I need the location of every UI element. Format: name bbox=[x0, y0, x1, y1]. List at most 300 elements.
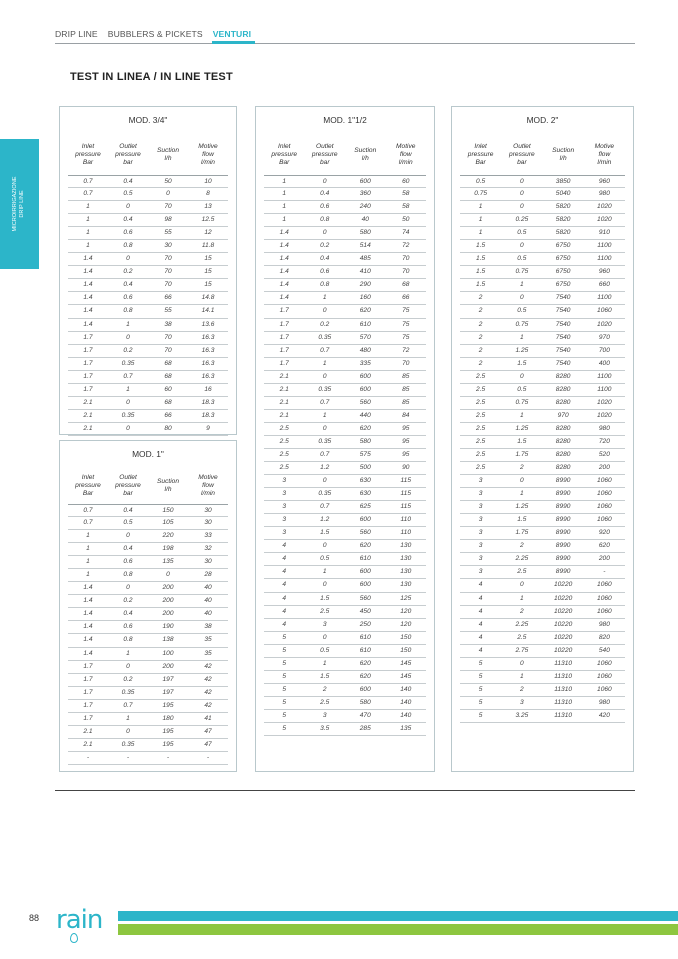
table-row bbox=[460, 266, 625, 279]
table-header bbox=[460, 140, 625, 170]
table-cell: 42 bbox=[204, 688, 212, 696]
table-cell: 910 bbox=[598, 229, 610, 237]
table-cell: 0 bbox=[166, 190, 170, 198]
table-cell: 0 bbox=[126, 255, 130, 263]
table-row bbox=[460, 697, 625, 710]
table-row bbox=[68, 517, 228, 530]
table-cell: 1100 bbox=[597, 294, 612, 302]
table-cell: 1.5 bbox=[517, 516, 527, 524]
table-cell: 0 bbox=[322, 372, 327, 380]
table-cell: 0 bbox=[126, 424, 130, 432]
table-cell: 1 bbox=[322, 359, 327, 367]
table-cell: 0.6 bbox=[123, 229, 133, 237]
table-cell: 610 bbox=[359, 646, 371, 654]
table-cell: 12 bbox=[204, 229, 212, 237]
table-cell: 1.4 bbox=[279, 281, 289, 289]
table-cell: 1.7 bbox=[83, 662, 93, 670]
table-cell: 1 bbox=[520, 281, 524, 289]
table-cell: 3 bbox=[478, 555, 483, 563]
table-title: MOD. 1"1/2 bbox=[323, 115, 367, 125]
table-cell: 135 bbox=[162, 558, 174, 566]
table-cell: 600 bbox=[359, 581, 371, 589]
table-cell: 2.5 bbox=[517, 568, 527, 576]
table-row bbox=[264, 436, 426, 449]
table-cell: 115 bbox=[400, 503, 411, 511]
table-cell: 1.7 bbox=[83, 701, 93, 709]
table-row bbox=[264, 606, 426, 619]
table-cell: 2.5 bbox=[279, 464, 289, 472]
table-body bbox=[68, 175, 228, 436]
side-tab-line2: DRIP LINE bbox=[19, 190, 25, 218]
table-cell: 2.5 bbox=[279, 450, 289, 458]
table-cell: 5820 bbox=[555, 203, 571, 211]
table-cell: 7540 bbox=[555, 307, 571, 315]
table-cell: 970 bbox=[598, 333, 610, 341]
table-cell: 1.7 bbox=[279, 359, 289, 367]
table-cell: 0 bbox=[322, 229, 327, 237]
table-cell: 66 bbox=[164, 411, 172, 419]
column-header: Outlet pressure bar bbox=[115, 142, 141, 167]
table-cell: 0.6 bbox=[320, 203, 330, 211]
table-cell: 1020 bbox=[597, 216, 612, 224]
table-cell: 7540 bbox=[555, 320, 571, 328]
table-cell: 2.5 bbox=[476, 437, 486, 445]
table-cell: 2 bbox=[322, 685, 327, 693]
table-row bbox=[264, 201, 426, 214]
table-cell: 80 bbox=[164, 424, 172, 432]
table-cell: 11310 bbox=[554, 672, 573, 680]
table-row bbox=[68, 345, 228, 358]
table-cell: 7540 bbox=[555, 294, 571, 302]
table-cell: 1.5 bbox=[517, 437, 527, 445]
table-cell: 970 bbox=[557, 411, 569, 419]
table-cell: 1.4 bbox=[83, 623, 93, 631]
table-cell: 450 bbox=[359, 607, 371, 615]
table-cell: 1060 bbox=[597, 503, 612, 511]
table-cell: 30 bbox=[204, 507, 212, 514]
table-cell: 5 bbox=[478, 672, 483, 680]
table-cell: 1.4 bbox=[279, 229, 289, 237]
table-cell: 32 bbox=[204, 545, 212, 553]
table-cell: 120 bbox=[400, 620, 412, 628]
table-row bbox=[68, 661, 228, 674]
table-cell: 85 bbox=[402, 372, 410, 380]
table-cell: 575 bbox=[359, 450, 371, 458]
table-cell: 4 bbox=[478, 594, 483, 602]
table-cell: 1100 bbox=[597, 372, 612, 380]
table-cell: 0.8 bbox=[123, 571, 133, 579]
table-cell: 198 bbox=[162, 545, 174, 553]
table-cell: 95 bbox=[402, 424, 410, 432]
table-cell: 8280 bbox=[555, 450, 571, 458]
table-cell: 11.8 bbox=[201, 242, 215, 250]
table-cell: 1 bbox=[322, 294, 327, 302]
table-cell: 3.25 bbox=[515, 711, 529, 719]
table-cell: 16 bbox=[204, 385, 212, 393]
table-cell: 95 bbox=[402, 450, 410, 458]
table-cell: 620 bbox=[598, 542, 610, 550]
table-row bbox=[460, 645, 625, 658]
table-row bbox=[460, 488, 625, 501]
column-header: Inlet pressure Bar bbox=[75, 473, 101, 498]
table-cell: 3 bbox=[478, 542, 483, 550]
table-row bbox=[264, 501, 426, 514]
table-cell: 0.4 bbox=[320, 255, 330, 263]
table-mod-3-4 bbox=[59, 106, 237, 435]
table-cell: 4 bbox=[478, 581, 483, 589]
table-cell: 0 bbox=[126, 584, 130, 592]
table-row bbox=[68, 332, 228, 345]
table-cell: 195 bbox=[162, 727, 174, 735]
table-row bbox=[264, 253, 426, 266]
table-cell: 1.5 bbox=[320, 672, 330, 680]
table-cell: 600 bbox=[359, 568, 371, 576]
table-cell: 250 bbox=[359, 620, 371, 628]
nav-item-bubblers-pickets[interactable]: BUBBLERS & PICKETS bbox=[107, 29, 203, 39]
table-cell: 2.1 bbox=[83, 411, 93, 419]
table-row bbox=[264, 266, 426, 279]
table-cell: 70 bbox=[402, 359, 410, 367]
table-cell: 0.7 bbox=[320, 450, 330, 458]
table-cell: 0 bbox=[520, 203, 524, 211]
table-cell: 47 bbox=[204, 727, 212, 735]
table-cell: 4 bbox=[282, 607, 287, 615]
table-row bbox=[460, 593, 625, 606]
table-cell: 620 bbox=[359, 672, 371, 680]
table-title: MOD. 3/4" bbox=[128, 115, 168, 125]
table-row bbox=[460, 305, 625, 318]
table-cell: 1 bbox=[282, 178, 287, 185]
table-cell: 100 bbox=[162, 649, 174, 657]
table-cell: 5040 bbox=[555, 190, 571, 198]
table-cell: 7540 bbox=[555, 359, 571, 367]
table-cell: 70 bbox=[164, 203, 172, 211]
column-header: Outlet pressure bar bbox=[509, 142, 535, 167]
column-header: Inlet pressure Bar bbox=[467, 142, 494, 167]
table-row bbox=[264, 462, 426, 475]
table-cell: 0.35 bbox=[318, 333, 332, 341]
table-cell: 1020 bbox=[597, 398, 612, 406]
table-cell: 5 bbox=[282, 698, 287, 706]
table-cell: 8280 bbox=[555, 464, 571, 472]
table-cell: 1020 bbox=[597, 411, 612, 419]
table-cell: 40 bbox=[204, 584, 212, 592]
table-cell: 70 bbox=[402, 268, 410, 276]
table-cell: 600 bbox=[359, 685, 371, 693]
table-row bbox=[68, 358, 228, 371]
table-cell: 70 bbox=[164, 346, 172, 354]
table-cell: 115 bbox=[400, 477, 411, 485]
nav-item-drip-line[interactable]: DRIP LINE bbox=[55, 29, 98, 39]
table-cell: 0.5 bbox=[517, 255, 527, 263]
table-cell: 13 bbox=[204, 203, 212, 211]
table-cell: 0 bbox=[322, 633, 327, 641]
table-cell: 2 bbox=[478, 307, 483, 315]
table-cell: 1 bbox=[86, 216, 90, 224]
table-cell: 1 bbox=[520, 411, 524, 419]
table-cell: 1.25 bbox=[515, 346, 529, 354]
table-cell: 35 bbox=[204, 649, 212, 657]
table-cell: 0.35 bbox=[121, 411, 135, 419]
table-row bbox=[68, 397, 228, 410]
table-row bbox=[460, 345, 625, 358]
table-cell: 980 bbox=[598, 190, 610, 198]
table-row bbox=[68, 504, 228, 517]
table-cell: 1.4 bbox=[83, 584, 93, 592]
table-cell: 3 bbox=[282, 477, 287, 485]
column-header: Motive flow l/min bbox=[198, 473, 218, 498]
table-cell: 0.35 bbox=[121, 359, 135, 367]
table-row bbox=[68, 713, 228, 726]
nav-item-venturi[interactable]: VENTURI bbox=[212, 29, 252, 39]
table-row bbox=[264, 279, 426, 292]
table-row bbox=[460, 449, 625, 462]
table-cell: 50 bbox=[164, 178, 172, 185]
table-cell: 1.4 bbox=[279, 268, 289, 276]
table-cell: 40 bbox=[204, 610, 212, 618]
table-row bbox=[264, 397, 426, 410]
table-cell: 35 bbox=[204, 636, 212, 644]
table-cell: 0.2 bbox=[123, 346, 133, 354]
table-cell: 115 bbox=[400, 490, 411, 498]
table-cell: 6750 bbox=[555, 242, 571, 250]
table-cell: 8990 bbox=[555, 542, 571, 550]
table-cell: 16.3 bbox=[201, 359, 215, 367]
table-cell: 1.25 bbox=[515, 503, 529, 511]
table-cell: 1.4 bbox=[83, 268, 93, 276]
table-cell: 540 bbox=[598, 646, 610, 654]
table-cell: 1.4 bbox=[83, 320, 93, 328]
table-cell: 485 bbox=[359, 255, 371, 263]
table-row bbox=[460, 606, 625, 619]
table-cell: 140 bbox=[400, 711, 412, 719]
table-cell: 360 bbox=[359, 190, 371, 198]
table-row bbox=[460, 188, 625, 201]
table-cell: 1020 bbox=[597, 320, 612, 328]
table-cell: 0.7 bbox=[83, 507, 93, 514]
table-cell: 1 bbox=[282, 203, 287, 211]
logo-text: rain bbox=[56, 905, 103, 935]
table-cell: 600 bbox=[359, 372, 371, 380]
table-cell: 30 bbox=[164, 242, 172, 250]
table-cell: 11310 bbox=[554, 711, 573, 719]
table-cell: 30 bbox=[204, 558, 212, 566]
table-cell: 190 bbox=[162, 623, 174, 631]
table-cell: 3 bbox=[322, 620, 327, 628]
table-cell: 145 bbox=[400, 659, 412, 667]
table-row bbox=[68, 319, 228, 332]
table-cell: 0.75 bbox=[515, 268, 529, 276]
table-cell: 0 bbox=[126, 727, 130, 735]
table-cell: 0.5 bbox=[476, 178, 486, 185]
table-row bbox=[460, 436, 625, 449]
table-row bbox=[264, 175, 426, 188]
table-cell: 2.25 bbox=[515, 555, 529, 563]
table-cell: 197 bbox=[162, 688, 174, 696]
table-cell: 66 bbox=[164, 294, 172, 302]
table-cell: 200 bbox=[598, 555, 610, 563]
table-row bbox=[68, 266, 228, 279]
table-cell: 30 bbox=[204, 519, 212, 527]
table-row bbox=[68, 240, 228, 253]
table-cell: 4 bbox=[282, 555, 287, 563]
table-cell: 1.2 bbox=[320, 516, 330, 524]
table-cell: 120 bbox=[400, 607, 412, 615]
table-row bbox=[460, 292, 625, 305]
table-cell: 2 bbox=[478, 359, 483, 367]
table-cell: 110 bbox=[400, 516, 411, 524]
table-row bbox=[264, 632, 426, 645]
table-cell: 7540 bbox=[555, 346, 571, 354]
table-cell: 600 bbox=[359, 385, 371, 393]
table-row bbox=[460, 227, 625, 240]
table-cell: 600 bbox=[359, 178, 371, 185]
nav-divider bbox=[55, 43, 635, 44]
table-row bbox=[264, 540, 426, 553]
table-cell: 2.1 bbox=[279, 411, 289, 419]
table-cell: 620 bbox=[359, 659, 371, 667]
table-cell: 70 bbox=[164, 281, 172, 289]
table-cell: 1.4 bbox=[83, 597, 93, 605]
table-cell: 15 bbox=[204, 281, 212, 289]
table-cell: 9 bbox=[206, 424, 210, 432]
table-body bbox=[264, 175, 426, 736]
table-row bbox=[460, 384, 625, 397]
table-row bbox=[264, 188, 426, 201]
table-cell: 560 bbox=[359, 529, 371, 537]
table-cell: 2.1 bbox=[279, 385, 289, 393]
table-cell: 2.5 bbox=[476, 424, 486, 432]
table-cell: 0.5 bbox=[517, 229, 527, 237]
table-row bbox=[264, 671, 426, 684]
table-cell: 68 bbox=[402, 281, 410, 289]
table-row bbox=[68, 582, 228, 595]
table-row bbox=[264, 292, 426, 305]
table-cell: 38 bbox=[164, 320, 172, 328]
table-row bbox=[460, 358, 625, 371]
table-cell: 42 bbox=[204, 701, 212, 709]
table-cell: 0 bbox=[322, 424, 327, 432]
table-cell: 2.5 bbox=[279, 424, 289, 432]
table-row bbox=[264, 553, 426, 566]
table-row bbox=[460, 540, 625, 553]
table-row bbox=[68, 687, 228, 700]
table-row bbox=[68, 556, 228, 569]
table-row bbox=[264, 475, 426, 488]
table-row bbox=[68, 423, 228, 436]
table-cell: 33 bbox=[204, 532, 212, 540]
table-cell: 2.5 bbox=[476, 372, 486, 380]
table-row bbox=[68, 634, 228, 647]
table-cell: 0.35 bbox=[318, 490, 332, 498]
table-cell: 0.75 bbox=[515, 398, 529, 406]
table-cell: 1.7 bbox=[279, 333, 289, 341]
table-cell: 8280 bbox=[555, 398, 571, 406]
table-cell: 110 bbox=[400, 529, 411, 537]
table-cell: 610 bbox=[359, 320, 371, 328]
table-cell: 6750 bbox=[555, 255, 571, 263]
table-cell: 0.2 bbox=[123, 675, 133, 683]
table-cell: 4 bbox=[282, 594, 287, 602]
table-row bbox=[68, 292, 228, 305]
table-cell: 135 bbox=[400, 724, 412, 732]
table-cell: 60 bbox=[164, 385, 172, 393]
table-cell: 700 bbox=[598, 346, 610, 354]
table-cell: 1 bbox=[322, 568, 327, 576]
table-cell: 5 bbox=[478, 659, 483, 667]
table-row bbox=[264, 240, 426, 253]
table-cell: 5 bbox=[282, 724, 287, 732]
table-cell: 2.5 bbox=[476, 411, 486, 419]
table-cell: 2 bbox=[520, 542, 524, 550]
table-cell: 0.7 bbox=[320, 503, 330, 511]
table-cell: 625 bbox=[359, 503, 371, 511]
column-header: Outlet pressure bar bbox=[311, 142, 338, 167]
table-cell: 68 bbox=[164, 398, 172, 406]
table-row bbox=[68, 253, 228, 266]
table-cell: 1 bbox=[86, 545, 90, 553]
table-cell: 0 bbox=[126, 662, 130, 670]
side-tab-line1: MICROIRRIGAZIONE bbox=[12, 176, 18, 232]
table-cell: 140 bbox=[400, 698, 412, 706]
table-cell: 5 bbox=[282, 659, 287, 667]
table-cell: 85 bbox=[402, 398, 410, 406]
table-cell: 10220 bbox=[553, 594, 573, 602]
table-row bbox=[264, 305, 426, 318]
table-body bbox=[460, 175, 625, 723]
table-cell: 1 bbox=[282, 190, 287, 198]
table-cell: 570 bbox=[359, 333, 371, 341]
table-cell: - bbox=[86, 753, 90, 761]
table-cell: 0 bbox=[126, 203, 130, 211]
table-cell: 5 bbox=[282, 685, 287, 693]
table-cell: 1 bbox=[86, 203, 90, 211]
table-cell: 2.5 bbox=[279, 437, 289, 445]
table-row bbox=[460, 253, 625, 266]
table-cell: 4 bbox=[282, 620, 287, 628]
table-cell: 3 bbox=[478, 490, 483, 498]
table-cell: 150 bbox=[162, 507, 174, 514]
table-row bbox=[460, 397, 625, 410]
table-cell: 8990 bbox=[555, 477, 571, 485]
table-row bbox=[264, 710, 426, 723]
table-cell: 42 bbox=[204, 662, 212, 670]
table-cell: 620 bbox=[359, 307, 371, 315]
table-mod-1-1-2 bbox=[255, 106, 435, 772]
table-title: MOD. 2" bbox=[526, 115, 559, 125]
table-cell: 2 bbox=[520, 464, 524, 472]
table-cell: 1 bbox=[86, 242, 90, 250]
table-row bbox=[68, 674, 228, 687]
table-cell: 28 bbox=[204, 571, 212, 579]
table-row bbox=[460, 175, 625, 188]
table-cell: 1 bbox=[86, 571, 90, 579]
table-cell: 75 bbox=[402, 320, 410, 328]
table-row bbox=[68, 569, 228, 582]
table-cell: 1060 bbox=[597, 307, 612, 315]
table-title: MOD. 1" bbox=[132, 449, 164, 459]
table-cell: 105 bbox=[162, 519, 174, 527]
table-cell: 0.7 bbox=[83, 190, 93, 198]
table-cell: 514 bbox=[359, 242, 371, 250]
table-row bbox=[460, 332, 625, 345]
table-row bbox=[264, 410, 426, 423]
table-cell: 1.7 bbox=[83, 385, 93, 393]
table-cell: 3 bbox=[478, 477, 483, 485]
table-cell: 0 bbox=[520, 190, 524, 198]
table-cell: 5 bbox=[478, 685, 483, 693]
table-cell: 0.4 bbox=[123, 281, 133, 289]
